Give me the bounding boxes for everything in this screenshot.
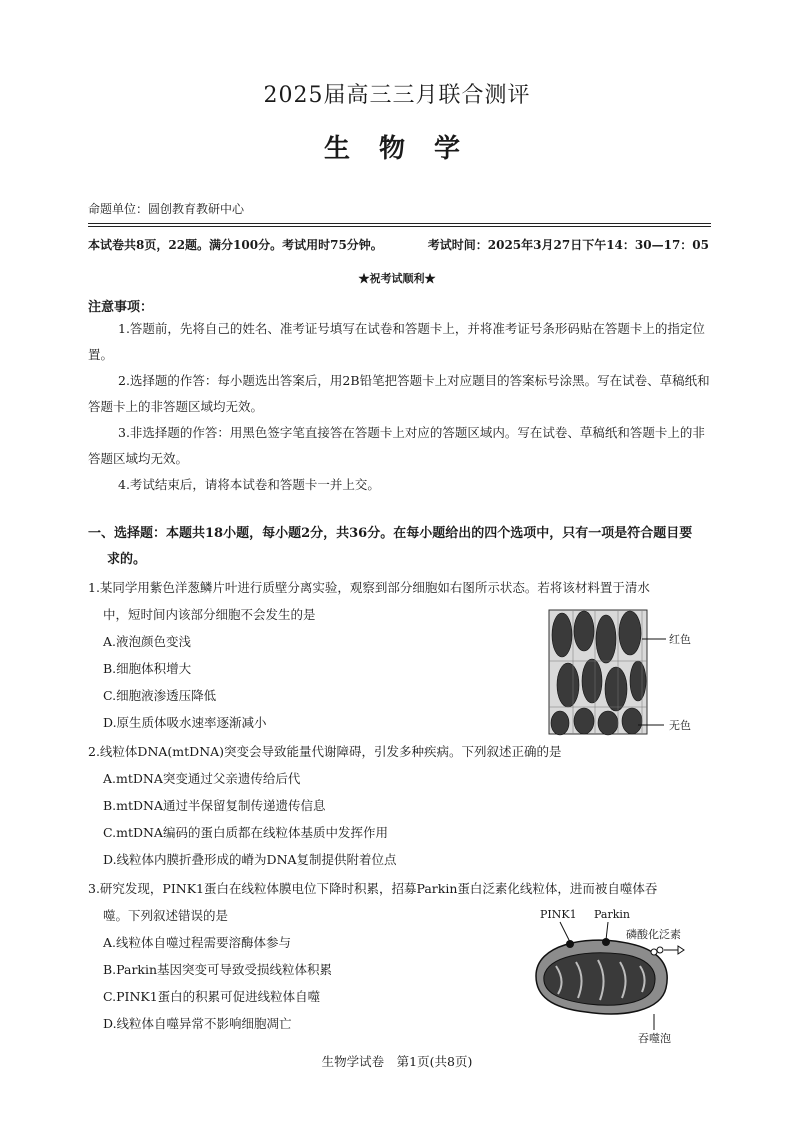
q3-option-d: D.线粒体自噬异常不影响细胞凋亡 (103, 1016, 292, 1031)
label-phagophore: 吞噬泡 (638, 1032, 671, 1045)
subject-title: 生 物 学 (323, 134, 471, 164)
exam-info: 本试卷共8页，22题。满分100分。考试用时75分钟。 (88, 238, 383, 252)
q1-option-b: B.细胞体积增大 (103, 661, 192, 676)
q2-option-a: A.mtDNA突变通过父亲遗传给后代 (103, 771, 301, 786)
q3-stem-line1: 3.研究发现，PINK1蛋白在线粒体膜电位下降时积累，招募Parkin蛋白泛素化线粒体，进而被自噬体吞 (88, 881, 658, 896)
exam-title: 2025届高三三月联合测评 (263, 83, 531, 108)
q1-stem-line2: 中，短时间内该部分细胞不会发生的是 (103, 607, 316, 622)
section-heading-line1: 一、选择题：本题共18小题，每小题2分，共36分。在每小题给出的四个选项中，只有一项是符合题目要 (88, 526, 693, 541)
q3-mitochondrion-figure (526, 906, 706, 1046)
q1-option-a: A.液泡颜色变浅 (103, 634, 192, 649)
q1-option-d: D.原生质体吸水速率逐渐减小 (103, 715, 267, 730)
q2-option-c: C.mtDNA编码的蛋白质都在线粒体基质中发挥作用 (103, 825, 388, 840)
divider-top (88, 223, 711, 224)
page-footer: 生物学试卷 第1页(共8页) (321, 1054, 473, 1069)
pink1-pointer (560, 922, 570, 942)
note-item: 2.选择题的作答：每小题选出答案后，用2B铅笔把答题卡上对应题目的答案标号涂黑。写在试卷、草稿纸和答题卡上的非答题区域均无效。 (88, 373, 710, 414)
note-item: 1.答题前，先将自己的姓名、准考证号填写在试卷和答题卡上，并将准考证号条形码贴在答题卡上的指定位置。 (88, 321, 705, 362)
question-2 (88, 738, 718, 873)
label-red: 红色 (669, 633, 691, 646)
ubiquitin-dot (651, 949, 657, 955)
q1-stem-line1: 1.某同学用紫色洋葱鳞片叶进行质壁分离实验，观察到部分细胞如右图所示状态。若将该材料置于清水 (88, 580, 650, 595)
good-luck-line: ★祝考试顺利★ (358, 272, 436, 285)
label-colorless: 无色 (669, 719, 691, 732)
exam-time: 考试时间：2025年3月27日下午14：30—17：05 (427, 238, 709, 252)
q3-option-c: C.PINK1蛋白的积累可促进线粒体自噬 (103, 989, 321, 1004)
notes-list (88, 316, 712, 498)
ubiquitin-dot (657, 947, 663, 953)
note-item: 3.非选择题的作答：用黑色签字笔直接答在答题卡上对应的答题区域内。写在试卷、草稿纸和答题卡上的非答题区域均无效。 (88, 425, 705, 466)
q1-option-c: C.细胞液渗透压降低 (103, 688, 217, 703)
setter-line: 命题单位：圆创教育教研中心 (88, 202, 245, 216)
label-pink1: PINK1 (540, 908, 577, 921)
note-item: 4.考试结束后，请将本试卷和答题卡一并上交。 (118, 477, 380, 492)
pink1-dot (566, 940, 574, 948)
parkin-dot (602, 938, 610, 946)
notes-heading: 注意事项： (88, 300, 154, 315)
q3-option-a: A.线粒体自噬过程需要溶酶体参与 (103, 935, 292, 950)
q1-cell-figure (548, 609, 708, 737)
divider-bottom (88, 226, 711, 227)
parkin-pointer (606, 922, 608, 940)
q3-stem-line2: 噬。下列叙述错误的是 (103, 908, 229, 923)
label-parkin: Parkin (594, 908, 630, 921)
q2-option-b: B.mtDNA通过半保留复制传递遗传信息 (103, 798, 326, 813)
q3-option-b: B.Parkin基因突变可导致受损线粒体积累 (103, 962, 333, 977)
arrow-icon (664, 946, 684, 954)
section-heading-line2: 求的。 (107, 552, 147, 567)
label-phospho-ubiquitin: 磷酸化泛素 (626, 928, 681, 941)
section-heading (88, 521, 718, 573)
q2-option-d: D.线粒体内膜折叠形成的嵴为DNA复制提供附着位点 (103, 852, 397, 867)
q2-stem: 2.线粒体DNA(mtDNA)突变会导致能量代谢障碍，引发多种疾病。下列叙述正确的是 (88, 744, 562, 759)
